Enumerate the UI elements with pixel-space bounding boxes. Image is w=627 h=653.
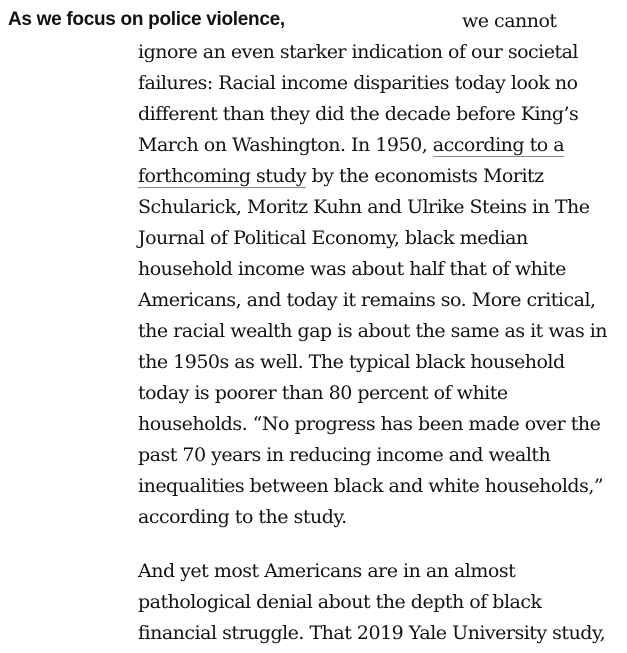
paragraph-line: Journal of Political Economy, black median <box>138 227 528 249</box>
paragraph-line: today is poorer than 80 percent of white <box>138 382 508 404</box>
paragraph-line: financial struggle. That 2019 Yale University study, <box>138 622 606 644</box>
paragraph-line: past 70 years in reducing income and wealth <box>138 444 551 466</box>
paragraph-line: pathological denial about the depth of black <box>138 591 542 613</box>
paragraph-line: the racial wealth gap is about the same as it was in <box>138 320 608 342</box>
lede-heading: As we focus on police violence, <box>8 9 285 30</box>
paragraph-line <box>138 130 607 161</box>
paragraph-line: according to the study. <box>138 506 347 528</box>
paragraph-line: And yet most Americans are in an almost <box>138 560 516 582</box>
paragraph-line: ignore an even starker indication of our societal <box>138 41 579 63</box>
paragraph-line: the 1950s as well. The typical black household <box>138 351 565 373</box>
paragraph-text: by the economists Moritz <box>306 165 544 187</box>
paragraph-line: failures: Racial income disparities today look no <box>138 72 578 94</box>
paragraph-line: household income was about half that of white <box>138 258 566 280</box>
paragraph-line: households. “No progress has been made over the <box>138 413 601 435</box>
article-paragraph <box>138 556 605 649</box>
paragraph-line: we cannot <box>462 10 557 32</box>
study-link-continued[interactable]: forthcoming study <box>138 165 307 187</box>
paragraph-line <box>138 161 607 192</box>
paragraph-line: Americans, and today it remains so. More critical, <box>138 289 596 311</box>
paragraph-line: Schularick, Moritz Kuhn and Ulrike Steins in The <box>138 196 590 218</box>
study-link[interactable]: according to a <box>432 134 565 156</box>
paragraph-line: inequalities between black and white households,” <box>138 475 604 497</box>
paragraph-text: March on Washington. In 1950, <box>138 134 433 156</box>
paragraph-line: different than they did the decade before King’s <box>138 103 579 125</box>
article-paragraph <box>138 6 607 533</box>
